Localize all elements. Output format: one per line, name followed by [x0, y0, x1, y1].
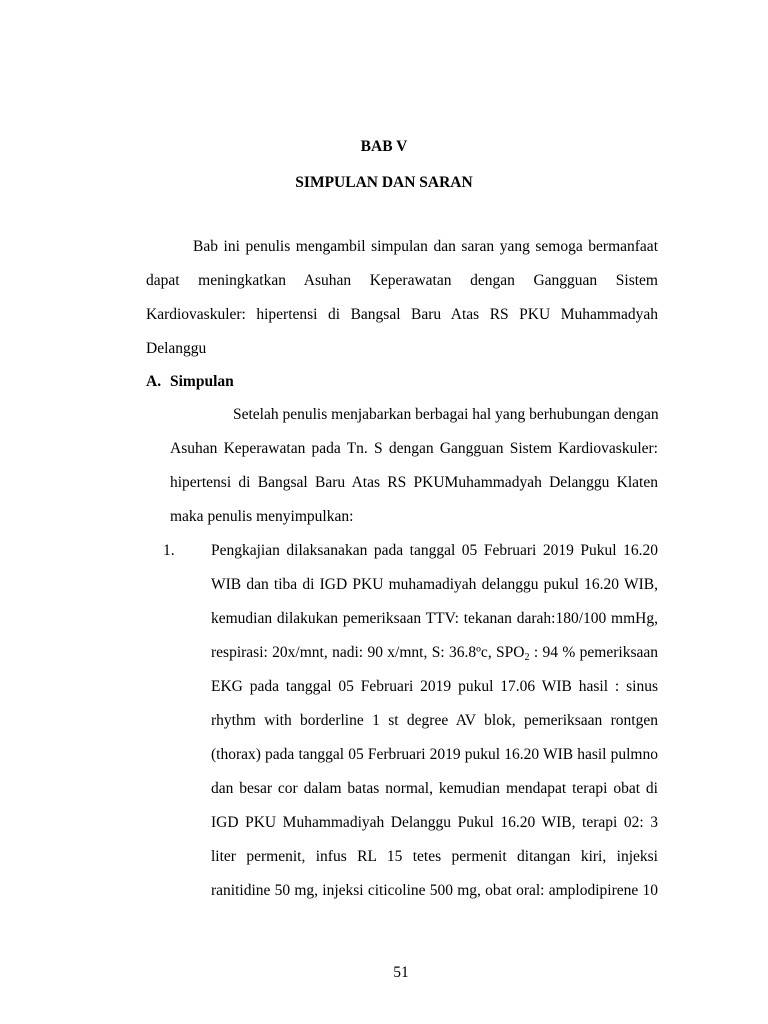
- list-item-line: rhythm with borderline 1 st degree AV blok, pemeriksaan rontgen: [211, 712, 658, 729]
- page-number: 51: [393, 964, 409, 981]
- list-item-line: kemudian dilakukan pemeriksaan TTV: tekanan darah:180/100 mmHg,: [211, 610, 658, 627]
- section-paragraph-line: Asuhan Keperawatan pada Tn. S dengan Gangguan Sistem Kardiovaskuler:: [170, 440, 658, 457]
- intro-line: Bab ini penulis mengambil simpulan dan saran yang semoga bermanfaat: [193, 238, 658, 255]
- vitals-text-end: : 94 % pemeriksaan: [529, 644, 658, 661]
- section-paragraph-line: maka penulis menyimpulkan:: [170, 508, 354, 525]
- intro-line: Kardiovaskuler: hipertensi di Bangsal Baru Atas RS PKU Muhammadyah: [146, 306, 658, 323]
- list-item-line: [211, 644, 658, 662]
- chapter-number: BAB V: [360, 138, 408, 155]
- intro-line: Delanggu: [146, 340, 207, 357]
- section-title: Simpulan: [170, 373, 234, 390]
- intro-line: dapat meningkatkan Asuhan Keperawatan dengan Gangguan Sistem: [146, 272, 658, 289]
- list-item-line: EKG pada tanggal 05 Februari 2019 pukul 17.06 WIB hasil : sinus: [211, 678, 658, 695]
- list-item-line: Pengkajian dilaksanakan pada tanggal 05 Februari 2019 Pukul 16.20: [211, 542, 658, 559]
- spo2-subscript: 2: [524, 652, 530, 663]
- section-paragraph-line: hipertensi di Bangsal Baru Atas RS PKUMuhammadyah Delanggu Klaten: [170, 474, 658, 491]
- list-item-line: WIB dan tiba di IGD PKU muhamadiyah delanggu pukul 16.20 WIB,: [211, 576, 658, 593]
- list-item-line: (thorax) pada tanggal 05 Ferbruari 2019 pukul 16.20 WIB hasil pulmno: [211, 746, 658, 763]
- list-item-line: liter permenit, infus RL 15 tetes permenit ditangan kiri, injeksi: [211, 848, 658, 865]
- section-label: A.: [146, 373, 162, 390]
- chapter-title: SIMPULAN DAN SARAN: [295, 174, 473, 191]
- list-number: 1.: [163, 542, 175, 559]
- list-item-line: IGD PKU Muhammadiyah Delanggu Pukul 16.20 WIB, terapi 02: 3: [211, 814, 658, 831]
- vitals-text: respirasi: 20x/mnt, nadi: 90 x/mnt, S: 36.8ºc, SPO: [211, 644, 525, 661]
- section-paragraph-line: Setelah penulis menjabarkan berbagai hal yang berhubungan dengan: [233, 406, 659, 423]
- list-item-line: ranitidine 50 mg, injeksi citicoline 500 mg, obat oral: amplodipirene 10: [211, 882, 658, 899]
- list-item-line: dan besar cor dalam batas normal, kemudian mendapat terapi obat di: [211, 780, 658, 797]
